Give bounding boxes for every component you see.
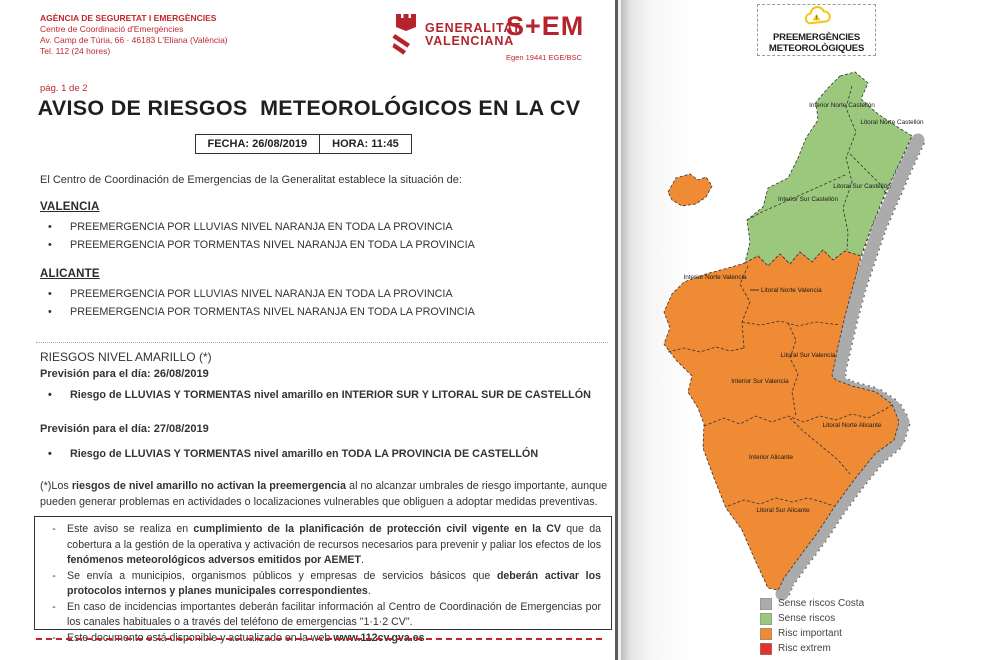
bullet-item: • PREEMERGENCIA POR TORMENTAS NIVEL NARANJA EN TODA LA PROVINCIA [48,239,475,251]
intro-paragraph: El Centro de Coordinación de Emergencias de la Generalitat establece la situación de: [40,174,462,186]
generalitat-logo [392,13,521,57]
bullet-item: • Riesgo de LLUVIAS Y TORMENTAS nivel amarillo en INTERIOR SUR Y LITORAL SUR DE CASTELLÓN [48,389,591,401]
province-heading-valencia: VALENCIA [40,201,100,213]
note-item: - Este aviso se realiza en cumplimiento de la planificación de protección civil vigente en la CV que da cobertura a la gestión de la operativa y activación de recursos necesarios para prevenir y paliar los efectos de los fenómenos meteorológicos adversos emitidos por AEMET. [41,522,601,569]
amarillo-heading: RIESGOS NIVEL AMARILLO (*) [40,350,212,364]
note-item: - En caso de incidencias importantes deberán facilitar información al Centro de Coordinación de Emergencias por los canales habituales o a través del teléfono de emergencias "1·1·2 CV". [41,600,601,631]
region-label: Litoral Sur Castellón [833,183,891,190]
map-page [621,0,981,660]
region-label: Litoral Norte Castellón [860,119,924,126]
section-divider [36,342,608,343]
region-label: Litoral Norte Alicante [822,422,882,429]
map-legend [760,596,864,656]
badge-line1: PREEMERGÈNCIES [773,32,860,43]
region-label: Interior Norte Valencia [683,274,747,281]
bullet-icon: • [48,288,52,300]
generalitat-wordmark: GENERALITAT VALENCIANA [425,21,521,48]
agency-dept: Centre de Coordinació d'Emergències [40,24,184,34]
page-indicator: pág. 1 de 2 [40,83,88,94]
bullet-icon: • [48,239,52,251]
legend-swatch-green [760,613,772,625]
hora-cell: HORA: 11:45 [319,135,411,153]
bullet-item: • PREEMERGENCIA POR LLUVIAS NIVEL NARANJA EN TODA LA PROVINCIA [48,221,453,233]
web-link[interactable]: www.112cv.gva.es [333,631,425,644]
legend-swatch-gray [760,598,772,610]
agency-address: Av. Camp de Túria, 66 · 46183 L'Eliana (València) [40,35,228,45]
zone-exclave [668,174,712,206]
region-label: Litoral Norte Valencia [761,287,822,294]
badge-line2: METEOROLÒGIQUES [768,42,865,54]
preemergencies-badge [757,4,876,56]
legend-swatch-orange [760,628,772,640]
zone-valencia-alicante [664,250,899,590]
region-label: Interior Norte Castellón [809,102,875,109]
region-label: Interior Sur Valencia [731,378,789,385]
fecha-cell: FECHA: 26/08/2019 [207,138,308,150]
note-item: - Este documento está disponible y actualizado en la web www.112cv.gva.es [41,631,601,647]
generalitat-emblem-icon [392,13,418,57]
storm-cloud-icon [800,6,834,28]
note-item: - Se envía a municipios, organismos públicos y empresas de servicios básicos que deberán activar los protocolos internos y planes municipales correspondientes. [41,569,601,600]
bullet-icon: • [48,448,52,460]
bullet-icon: • [48,221,52,233]
footer-red-divider [36,638,602,640]
legend-item: Sense riscos [760,611,864,626]
sem-reference: Egen 19441 EGE/BSC [506,53,582,62]
region-label: Litoral Sur Alicante [756,507,810,514]
legend-item: Risc important [760,626,864,641]
legend-item: Risc extrem [760,641,864,656]
province-heading-alicante: ALICANTE [40,268,100,280]
agency-phone: Tel. 112 (24 hores) [40,46,111,56]
footnote-paragraph: (*)Los riesgos de nivel amarillo no activan la preemergencia al no alcanzar umbrales de riesgo importante, aunque pueden generar problemas en actividades o localizaciones vulnerables que obliguen a adoptar medidas preventivas. [40,480,608,508]
dash-icon: - [52,600,56,613]
bullet-item: • PREEMERGENCIA POR LLUVIAS NIVEL NARANJA EN TODA LA PROVINCIA [48,288,453,300]
forecast-label-1: Previsión para el día: 26/08/2019 [40,368,209,380]
date-time-box [194,134,411,154]
dash-icon: - [52,523,56,535]
region-label: Interior Sur Castellón [777,196,839,203]
dash-icon: - [52,631,56,644]
bullet-item: • Riesgo de LLUVIAS Y TORMENTAS nivel amarillo en TODA LA PROVINCIA DE CASTELLÓN [48,448,539,460]
cv-risk-map [640,70,980,620]
dash-icon: - [52,569,56,582]
bullet-item: • PREEMERGENCIA POR TORMENTAS NIVEL NARANJA EN TODA LA PROVINCIA [48,306,475,318]
forecast-label-2: Previsión para el día: 27/08/2019 [40,423,209,435]
agency-header [40,13,228,57]
region-label: Interior Alicante [748,454,794,461]
notes-box [34,516,612,644]
svg-text:!: ! [815,15,818,22]
sem-logo: S+EM [506,11,585,41]
document-title: AVISO DE RIESGOS METEOROLÓGICOS EN LA CV [37,96,581,120]
legend-swatch-red [760,643,772,655]
region-label: Litoral Sur Valencia [780,352,836,359]
bullet-icon: • [48,389,52,401]
legend-item: Sense riscos Costa [760,596,864,611]
agency-name: AGÈNCIA DE SEGURETAT I EMERGÈNCIES [40,13,217,23]
bullet-icon: • [48,306,52,318]
